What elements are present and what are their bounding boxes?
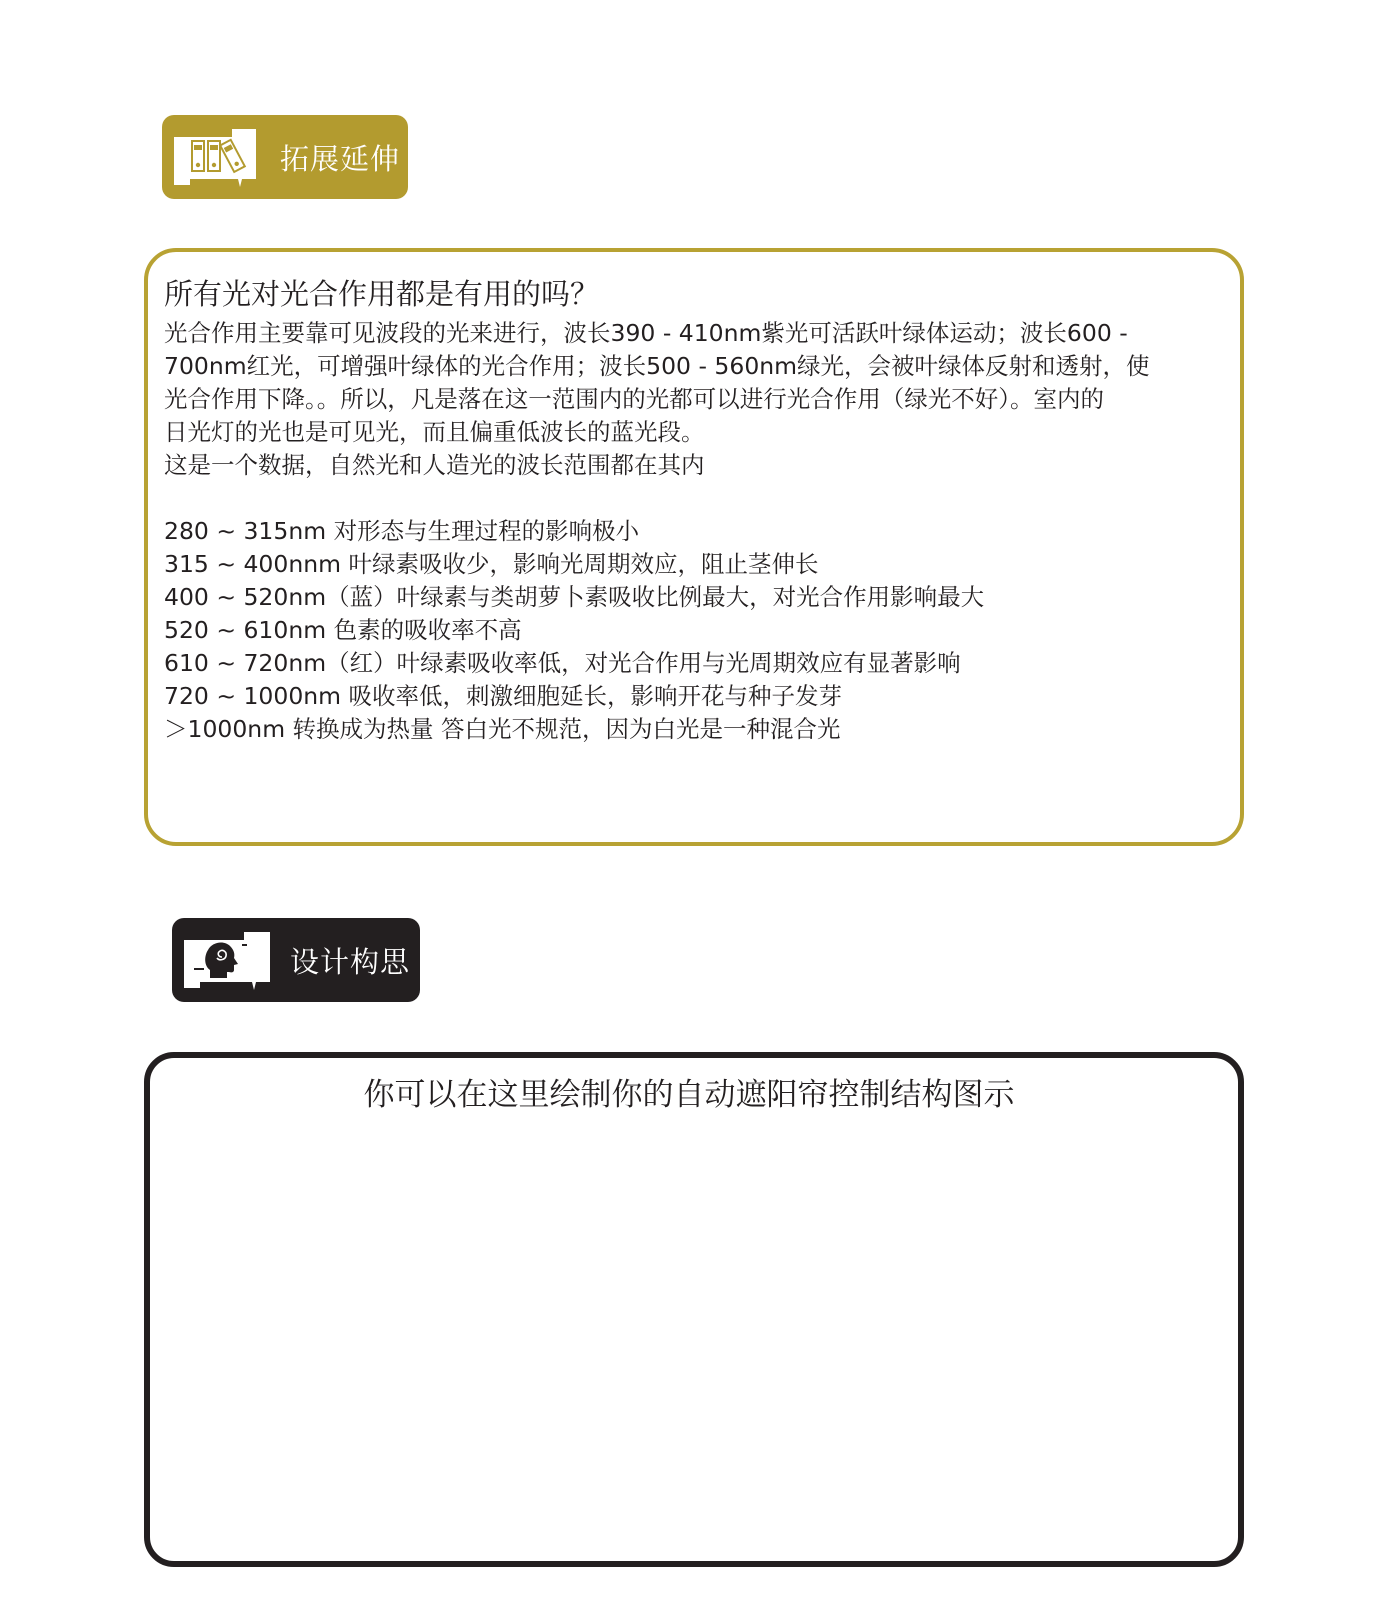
extension-info-box — [144, 248, 1244, 846]
paragraph-line: 日光灯的光也是可见光，而且偏重低波长的蓝光段。 — [164, 418, 705, 446]
wavelength-item: 610 ~ 720nm（红）叶绿素吸收率低，对光合作用与光周期效应有显著影响 — [164, 649, 961, 677]
extension-badge — [162, 115, 408, 199]
extension-badge-label: 拓展延伸 — [280, 141, 401, 176]
info-paragraph — [164, 317, 1224, 515]
paragraph-line: 这是一个数据，自然光和人造光的波长范围都在其内 — [164, 451, 705, 479]
wavelength-item: 280 ~ 315nm 对形态与生理过程的影响极小 — [164, 517, 640, 545]
design-badge-label: 设计构思 — [290, 944, 411, 979]
wavelength-item: 400 ~ 520nm（蓝）叶绿素与类胡萝卜素吸收比例最大，对光合作用影响最大 — [164, 583, 985, 611]
wavelength-list — [164, 515, 1224, 746]
drawing-box — [144, 1052, 1244, 1567]
drawing-prompt: 你可以在这里绘制你的自动遮阳帘控制结构图示 — [363, 1077, 1015, 1113]
binders-icon — [170, 123, 260, 191]
wavelength-item: 520 ~ 610nm 色素的吸收率不高 — [164, 616, 522, 644]
wavelength-item: 315 ~ 400nnm 叶绿素吸收少，影响光周期效应，阻止茎伸长 — [164, 550, 819, 578]
thinking-head-icon — [180, 926, 270, 994]
paragraph-line: 光合作用下降。。所以，凡是落在这一范围内的光都可以进行光合作用（绿光不好）。室内的 — [164, 385, 1104, 413]
paragraph-line: 光合作用主要靠可见波段的光来进行，波长390 - 410nm紫光可活跃叶绿体运动；波长600 - — [164, 319, 1128, 347]
design-badge — [172, 918, 420, 1002]
wavelength-item: ＞1000nm 转换成为热量 答白光不规范，因为白光是一种混合光 — [164, 715, 841, 743]
wavelength-item: 720 ~ 1000nm 吸收率低，刺激细胞延长，影响开花与种子发芽 — [164, 682, 843, 710]
paragraph-spacer — [164, 482, 1224, 515]
drawing-area[interactable] — [160, 1138, 1228, 1551]
paragraph-line: 700nm红光，可增强叶绿体的光合作用；波长500 - 560nm绿光，会被叶绿体反射和透射，使 — [164, 352, 1150, 380]
info-question: 所有光对光合作用都是有用的吗？ — [164, 277, 600, 311]
